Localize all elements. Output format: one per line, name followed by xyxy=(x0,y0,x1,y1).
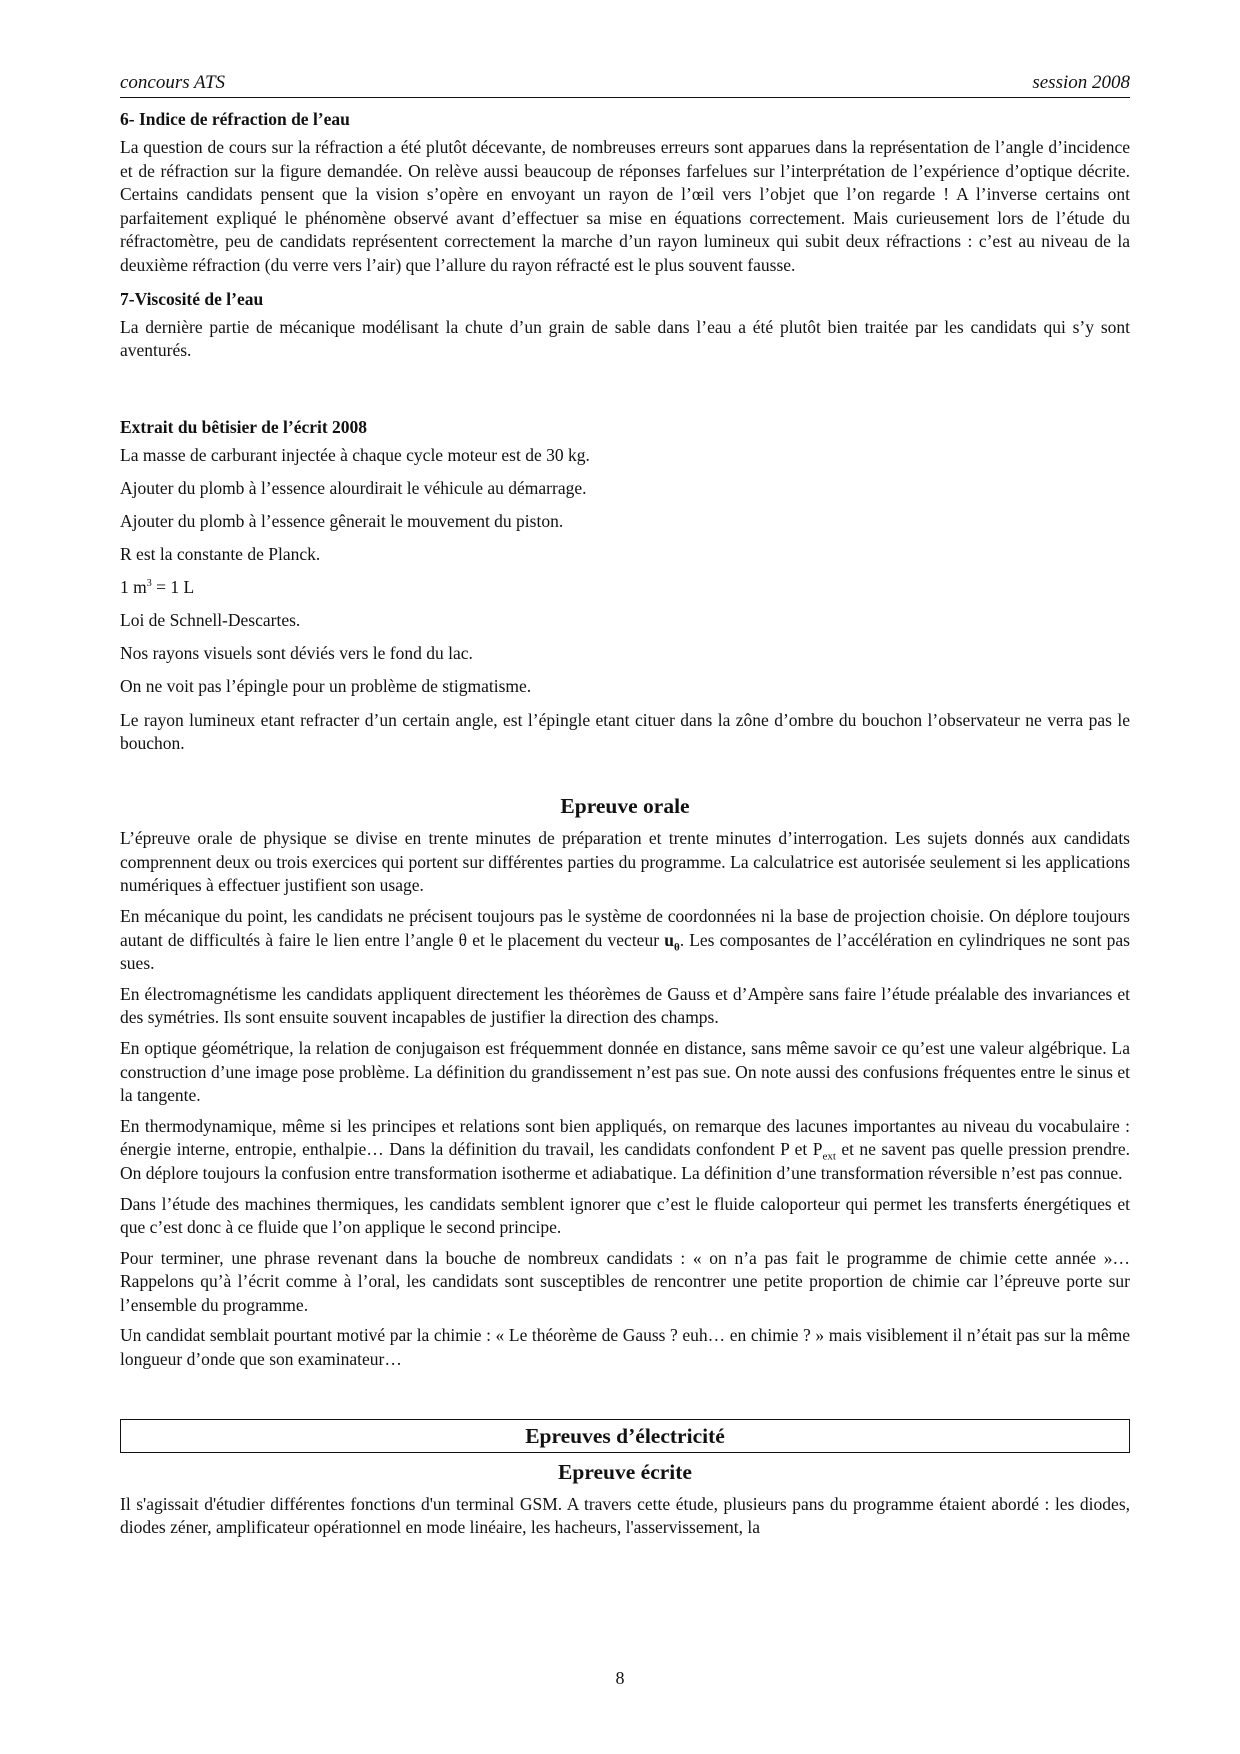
oral-title: Epreuve orale xyxy=(560,794,690,819)
page-header xyxy=(120,72,1130,98)
betisier-title: Extrait du bêtisier de l’écrit 2008 xyxy=(120,416,368,437)
header-right: session 2008 xyxy=(1032,72,1130,93)
oral-paragraph: Dans l’étude des machines thermiques, les candidats semblent ignorer que c’est le fluide caloporteur qui permet les transferts énergétiques et que c’est donc à ce fluide que l’on applique le second principe. xyxy=(120,1193,1130,1238)
oral-paragraph: L’épreuve orale de physique se divise en trente minutes de préparation et trente minutes d’interrogation. Les sujets donnés aux candidats comprennent deux ou trois exercices qui portent sur différentes parties du programme. La calculatrice est autorisée seulement si les applications numériques à effectuer justifient son usage. xyxy=(120,828,1130,896)
list-item: La masse de carburant injectée à chaque cycle moteur est de 30 kg. xyxy=(120,444,590,465)
oral-paragraph xyxy=(120,1115,1130,1186)
section-7-title: 7-Viscosité de l’eau xyxy=(120,288,264,309)
oral-paragraph: Un candidat semblait pourtant motivé par la chimie : « Le théorème de Gauss ? euh… en chimie ? » mais visiblement il n’était pas sur la même longueur d’onde que son examinateur… xyxy=(120,1325,1130,1370)
ecrite-title: Epreuve écrite xyxy=(558,1459,692,1484)
electricite-paragraph: Il s'agissait d'étudier différentes fonctions d'un terminal GSM. A travers cette étude, plusieurs pans du programme étaient abordé : les diodes, diodes zéner, amplificateur opérationnel en mode linéaire, les hacheurs, l'asservissement, la xyxy=(120,1493,1130,1538)
list-item-text: = 1 L xyxy=(151,577,195,598)
vector-u: u xyxy=(664,929,674,950)
list-item: Ajouter du plomb à l’essence alourdirait le véhicule au démarrage. xyxy=(120,477,587,498)
list-item: Le rayon lumineux etant refracter d’un certain angle, est l’épingle etant cituer dans la zône d’ombre du bouchon l’observateur ne verra pas le bouchon. xyxy=(120,709,1130,754)
section-7-text: La dernière partie de mécanique modélisant la chute d’un grain de sable dans l’eau a été plutôt bien traitée par les candidats qui s’y sont aventurés. xyxy=(120,316,1130,361)
list-item: On ne voit pas l’épingle pour un problème de stigmatisme. xyxy=(120,676,532,697)
oral-paragraph: En optique géométrique, la relation de conjugaison est fréquemment donnée en distance, sans même savoir ce qu’est une valeur algébrique. La construction d’une image pose problème. La définition du grandissement n’est pas sue. On note aussi des confusions fréquentes entre le sinus et la tangente. xyxy=(120,1037,1130,1106)
subscript: ext xyxy=(822,1150,836,1163)
superscript: 3 xyxy=(146,578,152,590)
paragraph-text: En mécanique du point, les candidats ne précisent toujours pas le système de coordonnées ni la base de projection choisie. On déplore toujours autant de difficultés à faire le lien entre l’angle θ et le placement du vecteur xyxy=(120,905,1130,950)
header-left: concours ATS xyxy=(120,72,226,93)
paragraph-text: En thermodynamique, même si les principes et relations sont bien appliqués, on remarque des lacunes importantes au niveau du vocabulaire : énergie interne, entropie, enthalpie… Dans la définition du travail, les candidats confondent P et P xyxy=(120,1115,1130,1160)
list-item xyxy=(120,576,1130,600)
list-item: Nos rayons visuels sont déviés vers le fond du lac. xyxy=(120,643,473,664)
oral-paragraph: En électromagnétisme les candidats appliquent directement les théorèmes de Gauss et d’Ampère sans faire l’étude préalable des invariances et des symétries. Ils sont ensuite souvent incapables de justifier la direction des champs. xyxy=(120,983,1130,1028)
paragraph-text: et ne savent pas quelle pression prendre. On déplore toujours la confusion entre transformation isotherme et adiabatique. La définition d’une transformation réversible n’est pas connue. xyxy=(120,1139,1130,1183)
section-6-text: La question de cours sur la réfraction a été plutôt décevante, de nombreuses erreurs sont apparues dans la représentation de l’angle d’incidence et de réfraction sur la figure demandée. On relève aussi beaucoup de réponses farfelues sur l’interprétation de l’expérience d’optique décrite. Certains candidats pensent que la vision s’opère en envoyant un rayon de l’œil vers l’objet que l’on regarde ! A l’inverse certains ont parfaitement expliqué le phénomène observé avant d’effectuer sa mise en équations correctement. Mais curieusement lors de l’étude du réfractomètre, peu de candidats représentent correctement la marche d’un rayon lumineux qui subit deux réfractions : c’est au niveau de la deuxième réfraction (du verre vers l’air) que l’allure du rayon réfracté est le plus souvent fausse. xyxy=(120,137,1130,275)
list-item: Ajouter du plomb à l’essence gênerait le mouvement du piston. xyxy=(120,510,564,531)
vector-subscript: θ xyxy=(673,941,680,954)
oral-paragraph xyxy=(120,905,1130,976)
section-6-title: 6- Indice de réfraction de l’eau xyxy=(120,109,350,129)
paragraph-text: . Les composantes de l’accélération en cylindriques ne sont pas sues. xyxy=(120,929,1130,974)
oral-paragraph: Pour terminer, une phrase revenant dans la bouche de nombreux candidats : « on n’a pas fait le programme de chimie cette année »… Rappelons qu’à l’écrit comme à l’oral, les candidats sont susceptibles de rencontrer une petite proportion de chimie car l’épreuve porte sur l’ensemble du programme. xyxy=(120,1247,1130,1315)
list-item: R est la constante de Planck. xyxy=(120,544,321,565)
page xyxy=(120,72,1130,1547)
electricite-box-title: Epreuves d’électricité xyxy=(120,1419,1130,1453)
list-item: Loi de Schnell-Descartes. xyxy=(120,610,301,631)
page-number: 8 xyxy=(615,1668,625,1688)
list-item-text: 1 m xyxy=(120,577,147,598)
betisier-list xyxy=(120,444,1130,756)
